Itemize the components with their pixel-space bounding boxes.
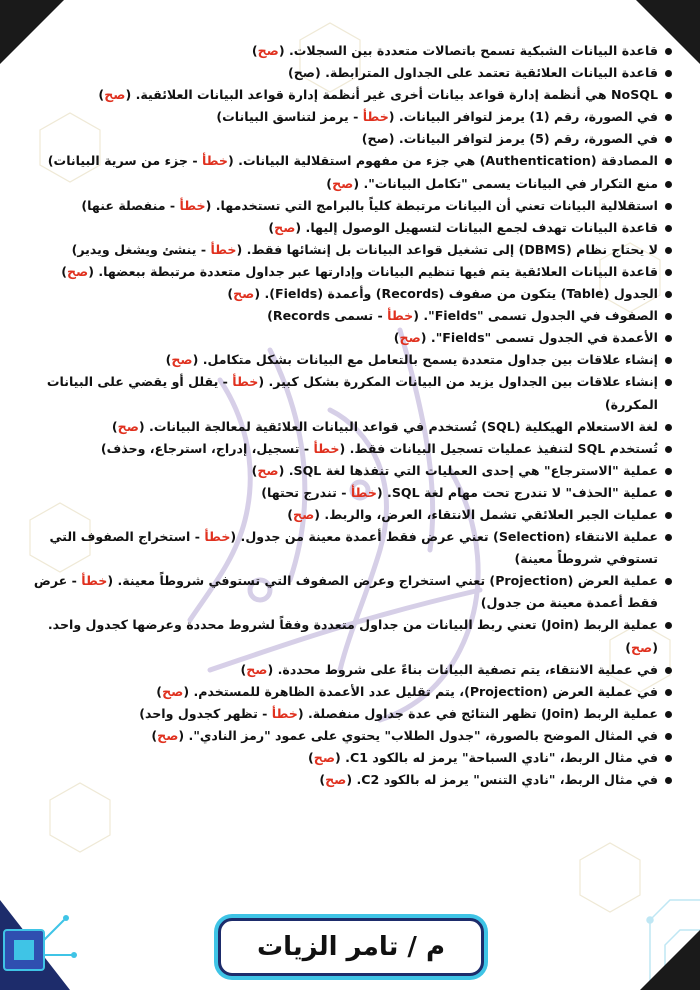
statement-text: في عملية الانتقاء، يتم تصفية البيانات بناءً على شروط محددة. (	[267, 661, 658, 677]
statement-item	[22, 526, 672, 570]
statement-text: عملية الانتقاء (Selection) تعني عرض فقط أعمدة معينة من جدول. (	[230, 529, 658, 545]
statement-verdict: خطأ	[387, 308, 414, 324]
statement-verdict: صح	[257, 462, 279, 478]
statement-verdict: صح	[399, 330, 421, 346]
statement-item	[22, 305, 672, 327]
statement-text: لغة الاستعلام الهيكلية (SQL) تُستخدم في قواعد البيانات العلائقية لمعالجة البيانات. (	[138, 418, 658, 434]
statement-verdict: صح	[117, 418, 139, 434]
statement-verdict: صح	[313, 750, 336, 765]
statement-correction: - تندرج تحتها)	[261, 484, 351, 500]
statement-correction: - استخراج الصفوف التي تستوفي شروطاً معينة)	[49, 529, 658, 567]
statement-correction: )	[287, 506, 294, 522]
statement-text: الجدول (Table) يتكون من صفوف (Records) وأعمدة (Fields). (	[254, 286, 658, 302]
statement-correction: )	[61, 263, 67, 279]
statement-correction: )	[98, 87, 105, 103]
statement-correction: - تسمى Records)	[267, 308, 388, 324]
statement-item	[22, 349, 672, 371]
statement-verdict: صح	[367, 131, 389, 147]
statement-text: عمليات الجبر العلائقي تشمل الانتقاء، العرض، والربط. (	[314, 506, 658, 522]
statement-item	[22, 327, 672, 349]
statement-verdict: صح	[157, 727, 179, 743]
statement-correction: )	[165, 352, 172, 368]
statement-correction: )	[319, 772, 326, 788]
statement-correction: )	[251, 462, 258, 478]
statement-item	[22, 747, 672, 769]
statement-item	[22, 614, 672, 658]
statement-verdict: خطأ	[201, 153, 229, 169]
statement-text: تُستخدم SQL لتنفيذ عمليات تسجيل البيانات فقط. (	[339, 440, 658, 456]
statement-item	[22, 769, 672, 791]
statement-verdict: صح	[233, 286, 255, 302]
statement-verdict: صح	[257, 43, 279, 58]
statement-item	[22, 283, 672, 305]
statement-correction: )	[287, 65, 294, 81]
statement-verdict: خطأ	[362, 109, 389, 125]
statement-text: عملية "الحذف" لا تندرج تحت مهام لغة SQL. (	[376, 484, 658, 500]
statements-panel	[22, 40, 672, 791]
statement-text: عملية الربط (Join) تعني ربط البيانات من جداول متعددة وفقاً لشروط محددة وعرضها كجدول واحد. (	[47, 617, 658, 655]
statement-text: عملية "الاسترجاع" هي إحدى العمليات التي تنفذها لغة SQL. (	[278, 462, 658, 478]
statement-correction: )	[227, 286, 234, 302]
statement-correction: )	[268, 219, 275, 235]
statement-correction: )	[308, 750, 314, 765]
statement-verdict: صح	[293, 65, 315, 81]
statement-item	[22, 128, 672, 150]
statement-verdict: صح	[293, 506, 315, 522]
statement-text: لا يحتاج نظام (DBMS) إلى تشغيل قواعد البيانات بل إنشائها فقط. (	[236, 241, 658, 257]
statement-text: قاعدة البيانات تهدف لجمع البيانات لتسهيل الوصول إليها. (	[295, 219, 658, 235]
statement-text: قاعدة البيانات العلائقية يتم فيها تنظيم البيانات وإدارتها عبر جداول متعددة مرتبطة ببعضها. (	[88, 263, 658, 279]
statement-correction: )	[111, 418, 118, 434]
statement-text: عملية الربط (Join) تظهر النتائج في عدة جداول منفصلة. (	[297, 705, 658, 721]
statement-correction: )	[361, 131, 368, 147]
statement-verdict: صح	[171, 352, 193, 368]
statement-verdict: صح	[66, 263, 89, 279]
statement-text: في المثال الموضح بالصورة، "جدول الطلاب" يحتوي على عمود "رمز النادي". (	[178, 727, 658, 743]
statement-text: الصفوف في الجدول تسمى "Fields". (	[413, 308, 658, 324]
statement-correction: )	[326, 175, 333, 191]
statement-correction: - جزء من سرية البيانات)	[47, 153, 202, 169]
statement-item	[22, 150, 672, 172]
statement-item	[22, 681, 672, 703]
statement-item	[22, 482, 672, 504]
statement-item	[22, 460, 672, 482]
statement-correction: )	[151, 727, 158, 743]
statement-text: منع التكرار في البيانات يسمى "تكامل البيانات". (	[353, 175, 658, 191]
statement-item	[22, 173, 672, 195]
statement-item	[22, 438, 672, 460]
statement-item	[22, 703, 672, 725]
statement-correction: )	[251, 43, 258, 58]
statement-item	[22, 84, 672, 106]
statement-verdict: خطأ	[204, 529, 231, 545]
statement-correction: )	[625, 639, 631, 655]
statement-verdict: خطأ	[350, 484, 377, 500]
statement-correction: - تظهر كجدول واحد)	[139, 705, 272, 721]
statement-correction: )	[156, 683, 163, 699]
statement-verdict: صح	[274, 219, 296, 235]
statement-verdict: خطأ	[271, 705, 298, 721]
statement-verdict: صح	[630, 639, 653, 655]
statement-text: في عملية العرض (Projection)، يتم تقليل عدد الأعمدة الظاهرة للمستخدم. (	[183, 683, 658, 699]
statement-text: في الصورة، رقم (5) يرمز لتوافر البيانات. (	[388, 131, 658, 147]
statement-correction: )	[393, 330, 400, 346]
author-signature-box	[218, 918, 484, 976]
statement-text: NoSQL هي أنظمة إدارة قواعد بيانات أخرى غير أنظمة إدارة قواعد البيانات العلائقية. (	[125, 87, 658, 103]
statement-text: في الصورة، رقم (1) يرمز لتوافر البيانات. (	[388, 109, 658, 125]
statement-correction: - ينشئ ويشغل ويدير)	[71, 241, 211, 257]
statement-text: قاعدة البيانات الشبكية تسمح باتصالات متعددة بين السجلات. (	[278, 43, 658, 58]
statement-item	[22, 725, 672, 747]
statement-text: قاعدة البيانات العلائقية تعتمد على الجداول المترابطة. (	[314, 65, 658, 81]
statement-verdict: صح	[325, 772, 347, 788]
statement-text: الأعمدة في الجدول تسمى "Fields". (	[420, 330, 658, 346]
statement-item	[22, 195, 672, 217]
statement-item	[22, 570, 672, 614]
statement-verdict: صح	[332, 175, 354, 191]
statement-item	[22, 371, 672, 415]
statement-correction: )	[240, 661, 247, 677]
circuit-decoration-bottom-left	[0, 900, 77, 990]
statement-correction: - عرض فقط أعمدة معينة من جدول)	[33, 573, 658, 611]
statement-item	[22, 62, 672, 84]
statement-verdict: صح	[246, 661, 268, 677]
author-signature-text: م / تامر الزيات	[257, 932, 446, 962]
statement-correction: - يرمز لتناسق البيانات)	[216, 109, 363, 125]
statement-item	[22, 106, 672, 128]
statement-text: إنشاء علاقات بين جداول متعددة يسمح بالتعامل مع البيانات بشكل متكامل. (	[192, 352, 658, 368]
statement-item	[22, 416, 672, 438]
statements-list	[22, 40, 672, 791]
statement-text: إنشاء علاقات بين الجداول يزيد من البيانات المكررة بشكل كبير. (	[258, 374, 658, 390]
statement-text: عملية العرض (Projection) تعني استخراج وعرض الصفوف التي تستوفي شروطاً معينة. (	[107, 573, 658, 589]
statement-verdict: صح	[104, 87, 126, 103]
statement-verdict: خطأ	[313, 440, 340, 456]
statement-item	[22, 239, 672, 261]
statement-text: في مثال الربط، "نادي التنس" يرمز له بالكود C2. (	[346, 772, 658, 788]
statement-correction: - تسجيل، إدراج، استرجاع، وحذف)	[100, 440, 314, 456]
statement-item	[22, 261, 672, 283]
statement-verdict: صح	[162, 683, 184, 699]
statement-item	[22, 40, 672, 62]
statement-verdict: خطأ	[81, 573, 108, 589]
statement-text: المصادقة (Authentication) هي جزء من مفهوم استقلالية البيانات. (	[228, 153, 658, 169]
statement-item	[22, 504, 672, 526]
statement-text: في مثال الربط، "نادي السباحة" يرمز له بالكود C1. (	[335, 750, 658, 765]
statement-verdict: خطأ	[232, 374, 259, 390]
statement-item	[22, 217, 672, 239]
statement-text: استقلالية البيانات تعني أن البيانات مرتبطة كلياً بالبرامج التي تستخدمها. (	[205, 197, 658, 213]
statement-verdict: خطأ	[210, 241, 237, 257]
statement-correction: - يقلل أو يقضي على البيانات المكررة)	[46, 374, 658, 412]
statement-verdict: خطأ	[179, 197, 206, 213]
statement-correction: - منفصلة عنها)	[81, 197, 180, 213]
statement-item	[22, 659, 672, 681]
